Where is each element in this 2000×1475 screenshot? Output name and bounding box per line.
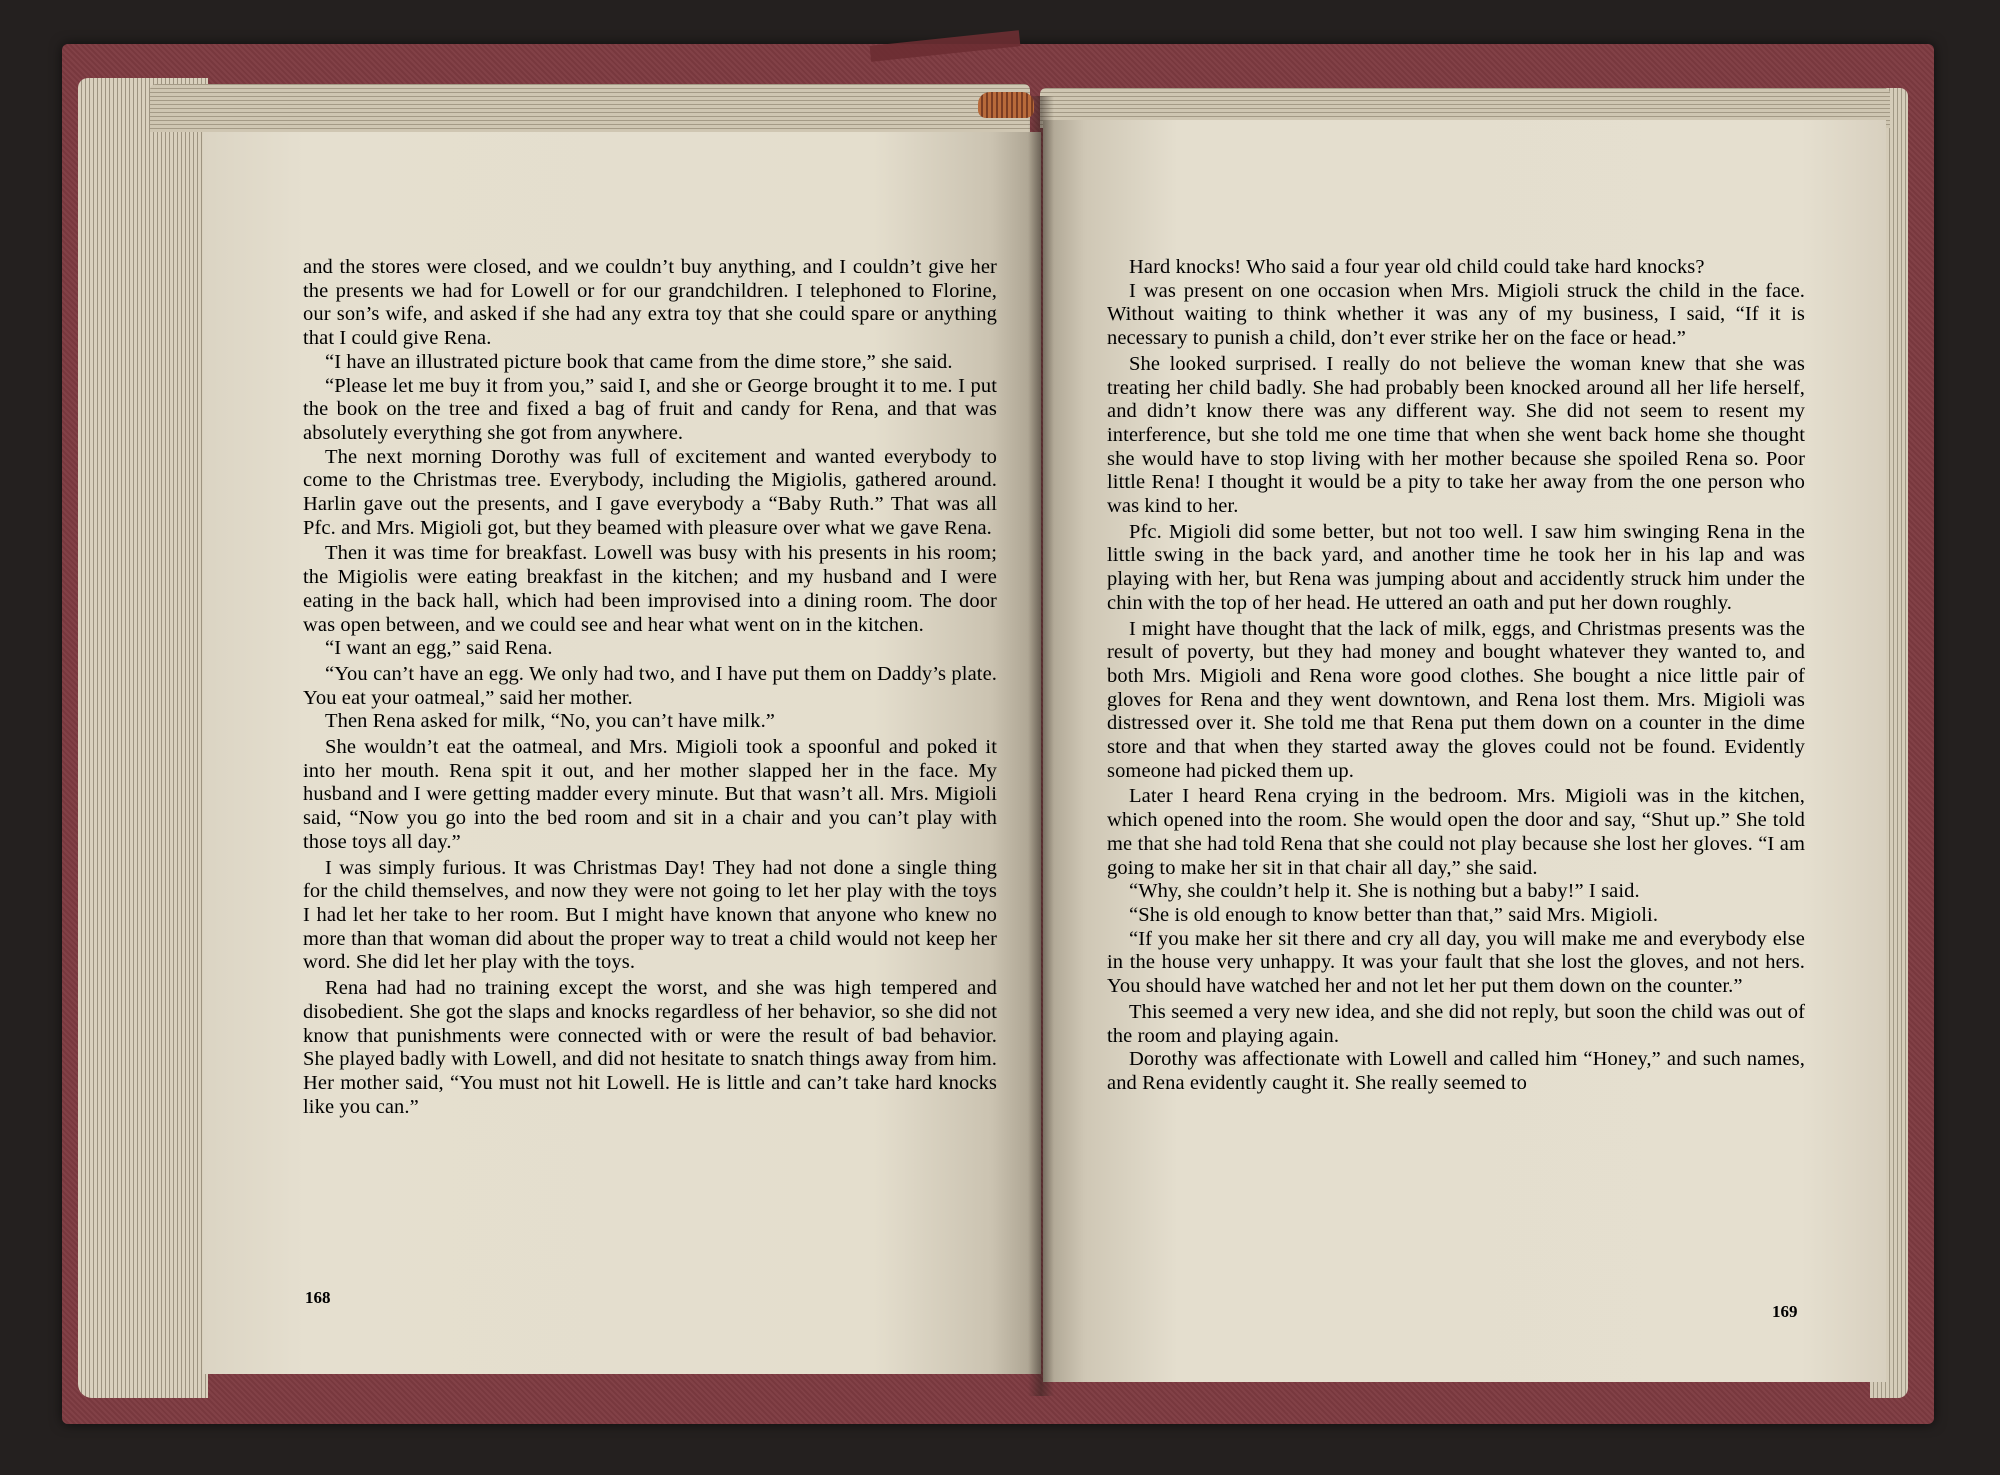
left-page-text: [303, 256, 997, 1119]
paragraph: Pfc. Migioli did some better, but not too well. I saw him swinging Rena in the little swing in the back yard, and another time he took her in his lap and was playing with her, but Rena was jumping about and accidently struck him under the chin with the top of her head. He uttered an oath and put her down roughly.: [1107, 520, 1805, 614]
paragraph: I was present on one occasion when Mrs. Migioli struck the child in the face. Without waiting to think whether it was any of my business, I said, “If it is necessary to punish a child, don’t ever strike her on the face or head.”: [1107, 279, 1805, 350]
paragraph: Rena had had no training except the worst, and she was high tempered and disobedient. She got the slaps and knocks regardless of her behavior, so she did not know that punishments were connected with or were the result of bad behavior. She played badly with Lowell, and did not hesitate to snatch things away from him. Her mother said, “You must not hit Lowell. He is little and can’t take hard knocks like you can.”: [303, 977, 997, 1118]
page-number-right: 169: [1772, 1302, 1798, 1321]
paragraph: Then it was time for breakfast. Lowell was busy with his presents in his room; the Migiolis were eating breakfast in the kitchen; and my husband and I were eating in the back hall, which had been improvised into a dining room. The door was open between, and we could see and hear what went on in the kitchen.: [303, 542, 997, 636]
paragraph: Dorothy was affectionate with Lowell and called him “Honey,” and such names, and Rena evidently caught it. She really seemed to: [1107, 1048, 1805, 1094]
right-page-text: [1107, 256, 1805, 1096]
top-page-edges-left: [150, 84, 1030, 132]
paragraph: This seemed a very new idea, and she did not reply, but soon the child was out of the room and playing again.: [1107, 1000, 1805, 1047]
paragraph: Later I heard Rena crying in the bedroom. Mrs. Migioli was in the kitchen, which opened into the room. She would open the door and say, “Shut up.” She told me that she had told Rena that she could not play because she lost her gloves. “I am going to make her sit in that chair all day,” she said.: [1107, 785, 1805, 879]
page-number-left: 168: [305, 1288, 331, 1307]
paragraph: I might have thought that the lack of milk, eggs, and Christmas presents was the result of poverty, but they had money and bought whatever they wanted to, and both Mrs. Migioli and Rena wore good clothes. She bought a nice little pair of gloves for Rena and they went downtown, and Rena lost them. Mrs. Migioli was distressed over it. She told me that Rena put them down on a counter in the dime store and that when they started away the gloves could not be found. Evidently someone had picked them up.: [1107, 617, 1805, 782]
book-headband: [978, 92, 1034, 118]
paragraph: I was simply furious. It was Christmas Day! They had not done a single thing for the child themselves, and now they were not going to let her play with the toys I had let her take to her room. But I might have known that anyone who knew no more than that woman did about the proper way to treat a child would not keep her word. She did let her play with the toys.: [303, 856, 997, 974]
paragraph: Then Rena asked for milk, “No, you can’t have milk.”: [325, 710, 775, 733]
paragraph: and the stores were closed, and we couldn’t buy anything, and I couldn’t give her the presents we had for Lowell or for our grandchildren. I telephoned to Florine, our son’s wife, and asked if she had any extra toy that she could spare or anything that I could give Rena.: [303, 256, 997, 350]
paragraph: The next morning Dorothy was full of excitement and wanted everybody to come to the Christmas tree. Everybody, including the Migiolis, gathered around. Harlin gave out the presents, and I gave everybody a “Baby Ruth.” That was all Pfc. and Mrs. Migioli got, but they beamed with pleasure over what we gave Rena.: [303, 445, 997, 539]
paragraph: She looked surprised. I really do not believe the woman knew that she was treating her child badly. She had probably been knocked around all her life herself, and didn’t know there was any different way. She did not seem to resent my interference, but she told me one time that when she went back home she thought she would have to stop living with her mother because she spoiled Rena so. Poor little Rena! I thought it would be a pity to take her away from the one person who was kind to her.: [1107, 352, 1805, 518]
paragraph: “If you make her sit there and cry all day, you will make me and everybody else in the house very unhappy. It was your fault that she lost the gloves, and not hers. You should have watched her and not let her put them down on the counter.”: [1107, 927, 1805, 998]
paragraph: “I have an illustrated picture book that came from the dime store,” she said.: [325, 350, 953, 373]
paragraph: “Why, she couldn’t help it. She is nothing but a baby!” I said.: [1129, 880, 1640, 903]
paragraph: “Please let me buy it from you,” said I, and she or George brought it to me. I put the book on the tree and fixed a bag of fruit and candy for Rena, and that was absolutely everything she got from anywhere.: [303, 374, 997, 444]
book-gutter: [1028, 96, 1054, 1396]
paragraph: She wouldn’t eat the oatmeal, and Mrs. Migioli took a spoonful and poked it into her mouth. Rena spit it out, and her mother slapped her in the face. My husband and I were getting madder every minute. But that wasn’t all. Mrs. Migioli said, “Now you go into the bed room and sit in a chair and you can’t play with those toys all day.”: [303, 736, 997, 853]
paragraph: “You can’t have an egg. We only had two, and I have put them on Daddy’s plate. You eat your oatmeal,” said her mother.: [303, 662, 997, 709]
left-page-edges: [78, 78, 208, 1398]
paragraph: Hard knocks! Who said a four year old child could take hard knocks?: [1129, 256, 1705, 278]
paragraph: “I want an egg,” said Rena.: [325, 637, 553, 660]
paragraph: “She is old enough to know better than that,” said Mrs. Migioli.: [1129, 903, 1659, 926]
